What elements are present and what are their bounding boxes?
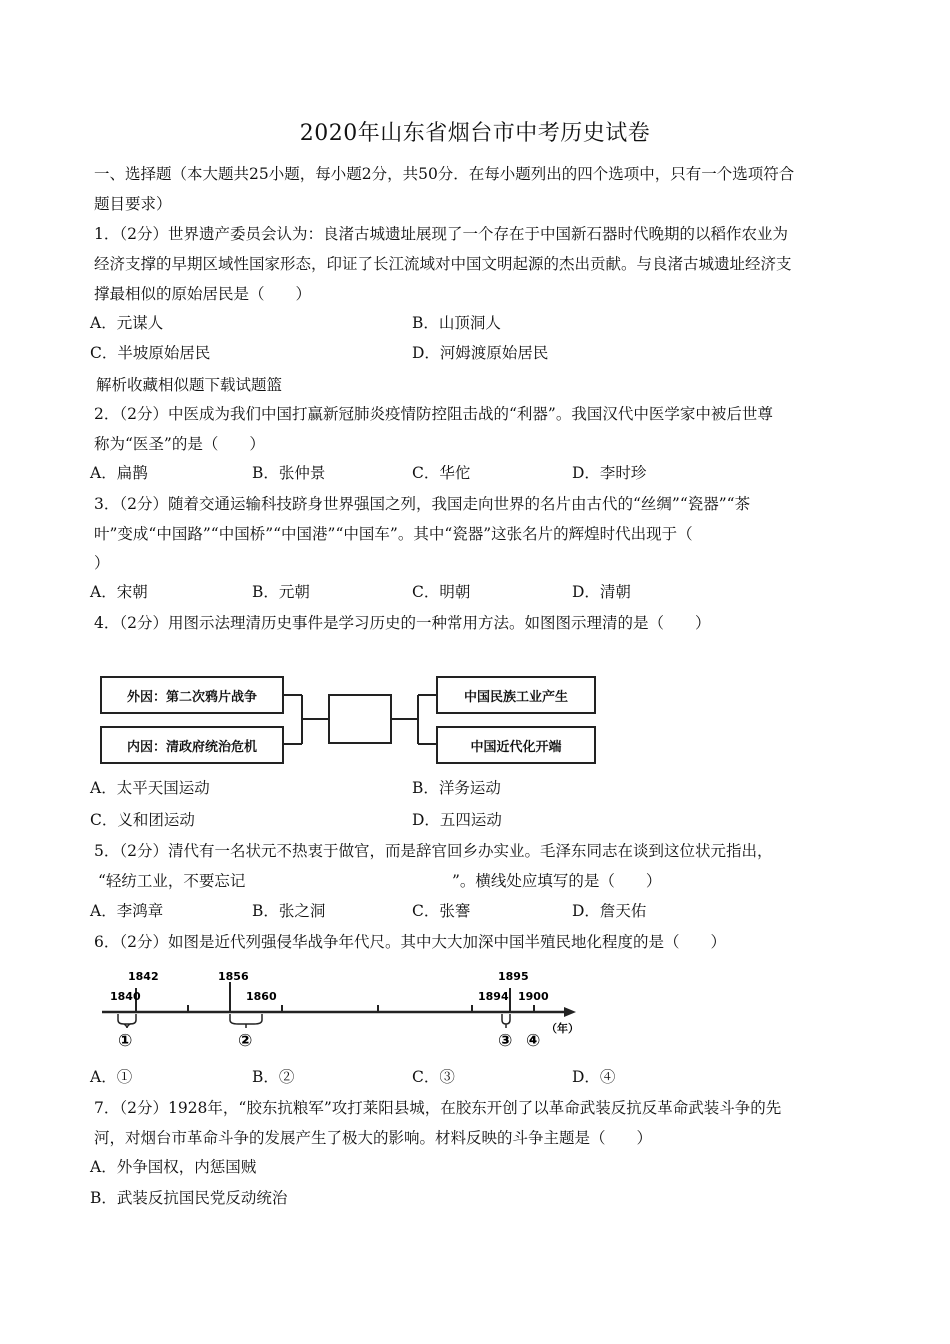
q7-option-b[interactable]: B．武装反抗国民党反动统治 [90,1189,288,1207]
q4-option-a[interactable]: A．太平天国运动 [90,779,210,797]
year-1840: 1840 [110,990,141,1003]
q2-option-a[interactable]: A．扁鹊 [90,464,148,482]
q1-option-a[interactable]: A．元谋人 [90,314,164,332]
q2-option-b[interactable]: B．张仲景 [252,464,326,482]
q3-option-b[interactable]: B．元朝 [252,583,310,601]
question-3-text-end: ） [94,554,110,572]
question-2-text: 2．（2分）中医成为我们中国打赢新冠肺炎疫情防控阻击战的“利器”。我国汉代中医学家中被后世尊 [94,405,773,423]
result-industry-box: 中国民族工业产生 [436,676,596,714]
section-instructions-cont: 题目要求） [94,195,172,213]
question-5-text-part2: ”。横线处应填写的是（ ） [452,872,662,890]
result-modernization-box: 中国近代化开端 [436,726,596,764]
q6-timeline [96,962,606,1058]
q4-option-d[interactable]: D．五四运动 [412,811,502,829]
q4-diagram [98,672,598,772]
q3-option-c[interactable]: C．明朝 [412,583,471,601]
question-2-text-cont: 称为“医圣”的是（ ） [94,435,265,453]
question-5-text: 5．（2分）清代有一名状元不热衷于做官，而是辞官回乡办实业。毛泽东同志在谈到这位状元指出， [94,842,773,860]
q3-option-a[interactable]: A．宋朝 [90,583,148,601]
marker-3: ③ [498,1031,513,1051]
question-1-text: 1．（2分）世界遗产委员会认为：良渚古城遗址展现了一个存在于中国新石器时代晚期的以稻作农业为 [94,225,788,243]
question-1-links[interactable]: 解析收藏相似题下载试题篮 [96,376,283,394]
q6-option-a[interactable]: A．① [90,1068,133,1086]
section-instructions: 一、选择题（本大题共25小题，每小题2分，共50分．在每小题列出的四个选项中，只有一个选项符合 [94,165,795,183]
marker-1: ① [118,1031,133,1051]
question-6-text: 6．（2分）如图是近代列强侵华战争年代尺。其中大大加深中国半殖民地化程度的是（ ） [94,933,726,951]
marker-4: ④ [526,1031,541,1051]
q5-option-c[interactable]: C．张謇 [412,902,471,920]
blank-event-box [328,694,392,744]
question-7-text-cont: 河，对烟台市革命斗争的发展产生了极大的影响。材料反映的斗争主题是（ ） [94,1129,653,1147]
external-cause-box: 外因：第二次鸦片战争 [100,676,284,714]
year-1856: 1856 [218,970,249,983]
year-1842: 1842 [128,970,159,983]
page-title: 2020年山东省烟台市中考历史试卷 [299,121,651,146]
question-7-text: 7．（2分）1928年，“胶东抗粮军”攻打莱阳县城，在胶东开创了以革命武装反抗反革命武装斗争的先 [94,1099,782,1117]
q1-option-b[interactable]: B．山顶洞人 [412,314,501,332]
q6-option-d[interactable]: D．④ [572,1068,616,1086]
year-1894: 1894 [478,990,509,1003]
year-1860: 1860 [246,990,277,1003]
year-1900: 1900 [518,990,549,1003]
q7-option-a[interactable]: A．外争国权，内惩国贼 [90,1158,257,1176]
q5-option-b[interactable]: B．张之洞 [252,902,326,920]
year-1895: 1895 [498,970,529,983]
q6-option-c[interactable]: C．③ [412,1068,455,1086]
q5-option-d[interactable]: D．詹天佑 [572,902,647,920]
question-3-text: 3．（2分）随着交通运输科技跻身世界强国之列，我国走向世界的名片由古代的“丝绸”“瓷器”“茶 [94,495,751,513]
question-5-text-part1: “轻纺工业，不要忘记 [98,872,246,890]
q5-option-a[interactable]: A．李鸿章 [90,902,164,920]
q2-option-d[interactable]: D．李时珍 [572,464,647,482]
q4-option-b[interactable]: B．洋务运动 [412,779,501,797]
q1-option-d[interactable]: D．河姆渡原始居民 [412,344,549,362]
q1-option-c[interactable]: C．半坡原始居民 [90,344,211,362]
timeline-arrow [564,1007,576,1017]
internal-cause-box: 内因：清政府统治危机 [100,726,284,764]
q4-option-c[interactable]: C．义和团运动 [90,811,195,829]
q3-option-d[interactable]: D．清朝 [572,583,631,601]
year-unit-label: （年） [546,1022,579,1035]
q2-option-c[interactable]: C．华佗 [412,464,471,482]
marker-2: ② [238,1031,253,1051]
question-1-text-cont: 经济支撑的早期区域性国家形态，印证了长江流域对中国文明起源的杰出贡献。与良渚古城遗址经济支 [94,255,792,273]
q6-option-b[interactable]: B．② [252,1068,295,1086]
question-1-text-end: 撑最相似的原始居民是（ ） [94,285,312,303]
question-3-text-cont: 叶”变成“中国路”“中国桥”“中国港”“中国车”。其中“瓷器”这张名片的辉煌时代出现于（ [94,525,693,543]
question-4-text: 4．（2分）用图示法理清历史事件是学习历史的一种常用方法。如图图示理清的是（ ） [94,614,711,632]
